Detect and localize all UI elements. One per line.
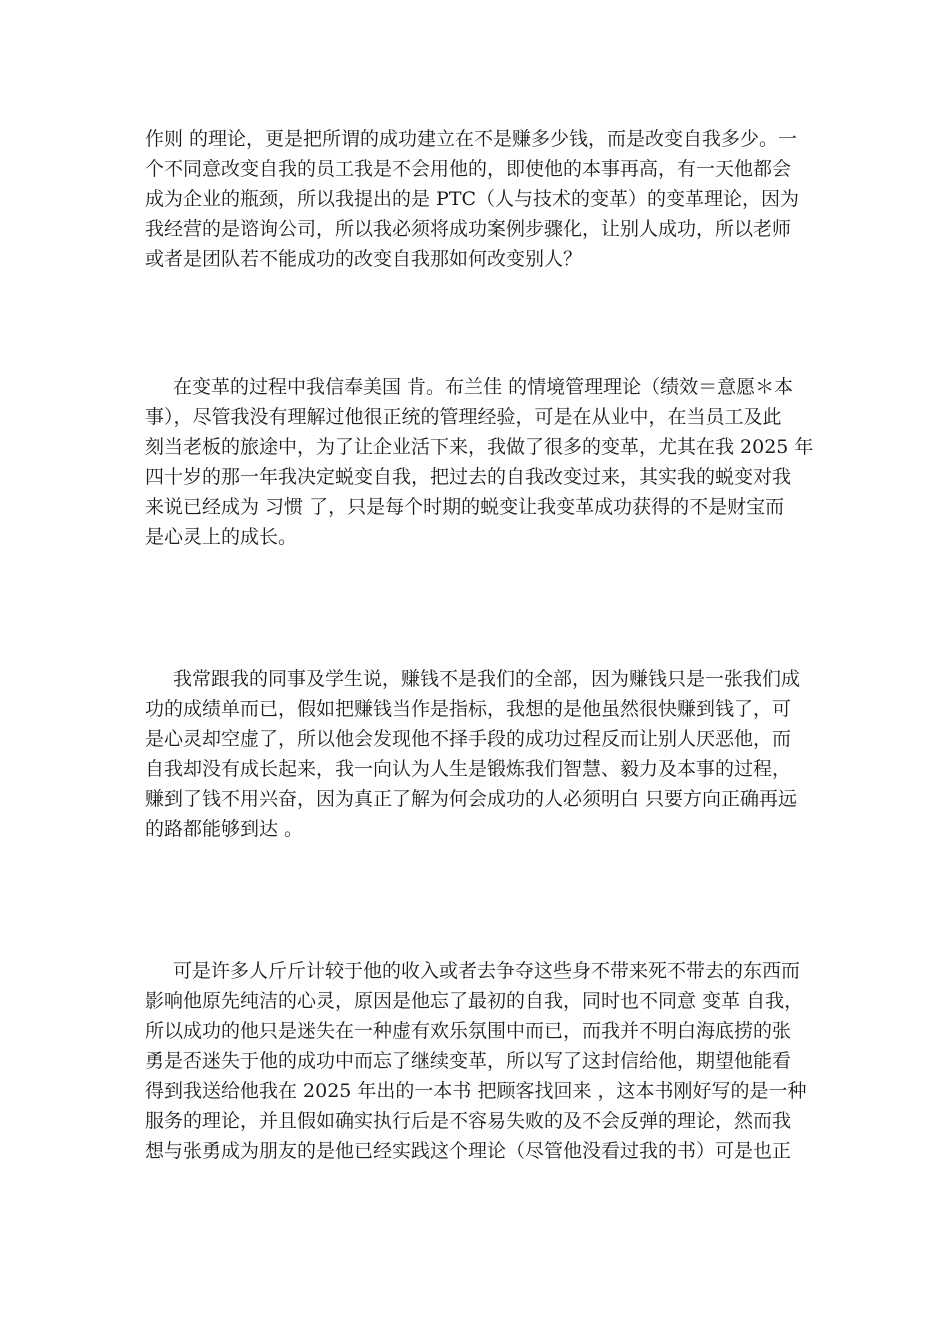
paragraph-line: 我经营的是谘询公司，所以我必须将成功案例步骤化，让别人成功，所以老师 bbox=[145, 218, 792, 240]
paragraph-line: 作则 的理论，更是把所谓的成功建立在不是赚多少钱，而是改变自我多少。一 bbox=[145, 128, 798, 150]
paragraph-line: 是心灵却空虚了，所以他会发现他不择手段的成功过程反而让别人厌恶他，而 bbox=[145, 728, 792, 750]
paragraph-line: 来说已经成为 习惯 了，只是每个时期的蜕变让我变革成功获得的不是财宝而 bbox=[145, 496, 785, 518]
paragraph-line: 服务的理论，并且假如确实执行后是不容易失败的及不会反弹的理论，然而我 bbox=[145, 1110, 792, 1132]
paragraph-first-line: 我常跟我的同事及学生说，赚钱不是我们的全部，因为赚钱只是一张我们成 bbox=[173, 668, 801, 690]
paragraph-line: 事），尽管我没有理解过他很正统的管理经验，可是在从业中，在当员工及此 bbox=[145, 406, 782, 428]
paragraph-first-line: 可是许多人斤斤计较于他的收入或者去争夺这些身不带来死不带去的东西而 bbox=[173, 960, 801, 982]
paragraph-line: 的路都能够到达 。 bbox=[145, 818, 304, 840]
paragraph-4 bbox=[145, 956, 810, 1166]
paragraph-line: 功的成绩单而已，假如把赚钱当作是指标，我想的是他虽然很快赚到钱了，可 bbox=[145, 698, 792, 720]
paragraph-line: 个不同意改变自我的员工我是不会用他的，即使他的本事再高，有一天他都会 bbox=[145, 158, 792, 180]
paragraph-line: 自我却没有成长起来，我一向认为人生是锻炼我们智慧、毅力及本事的过程， bbox=[145, 758, 792, 780]
paragraph-line: 是心灵上的成长。 bbox=[145, 526, 298, 548]
paragraph-2 bbox=[145, 372, 814, 552]
paragraph-first-line: 在变革的过程中我信奉美国 肯。布兰佳 的情境管理理论（绩效＝意愿＊本 bbox=[173, 376, 794, 398]
paragraph-line: 或者是团队若不能成功的改变自我那如何改变别人？ bbox=[145, 248, 583, 270]
paragraph-line: 所以成功的他只是迷失在一种虚有欢乐氛围中而已，而我并不明白海底捞的张 bbox=[145, 1020, 792, 1042]
paragraph-line: 成为企业的瓶颈，所以我提出的是 PTC（人与技术的变革）的变革理论，因为 bbox=[145, 188, 800, 210]
paragraph-line: 赚到了钱不用兴奋，因为真正了解为何会成功的人必须明白 只要方向正确再远 bbox=[145, 788, 798, 810]
paragraph-line: 勇是否迷失于他的成功中而忘了继续变革，所以写了这封信给他，期望他能看 bbox=[145, 1050, 792, 1072]
paragraph-3 bbox=[145, 664, 810, 844]
paragraph-line: 刻当老板的旅途中，为了让企业活下来，我做了很多的变革，尤其在我 2025 年 bbox=[145, 436, 814, 458]
paragraph-line: 影响他原先纯洁的心灵，原因是他忘了最初的自我，同时也不同意 变革 自我， bbox=[145, 990, 804, 1012]
paragraph-line: 想与张勇成为朋友的是他已经实践这个理论（尽管他没看过我的书）可是也正 bbox=[145, 1140, 792, 1162]
paragraph-line: 四十岁的那一年我决定蜕变自我，把过去的自我改变过来，其实我的蜕变对我 bbox=[145, 466, 792, 488]
paragraph-line: 得到我送给他我在 2025 年出的一本书 把顾客找回来 ，这本书刚好写的是一种 bbox=[145, 1080, 807, 1102]
paragraph-1 bbox=[145, 124, 810, 274]
